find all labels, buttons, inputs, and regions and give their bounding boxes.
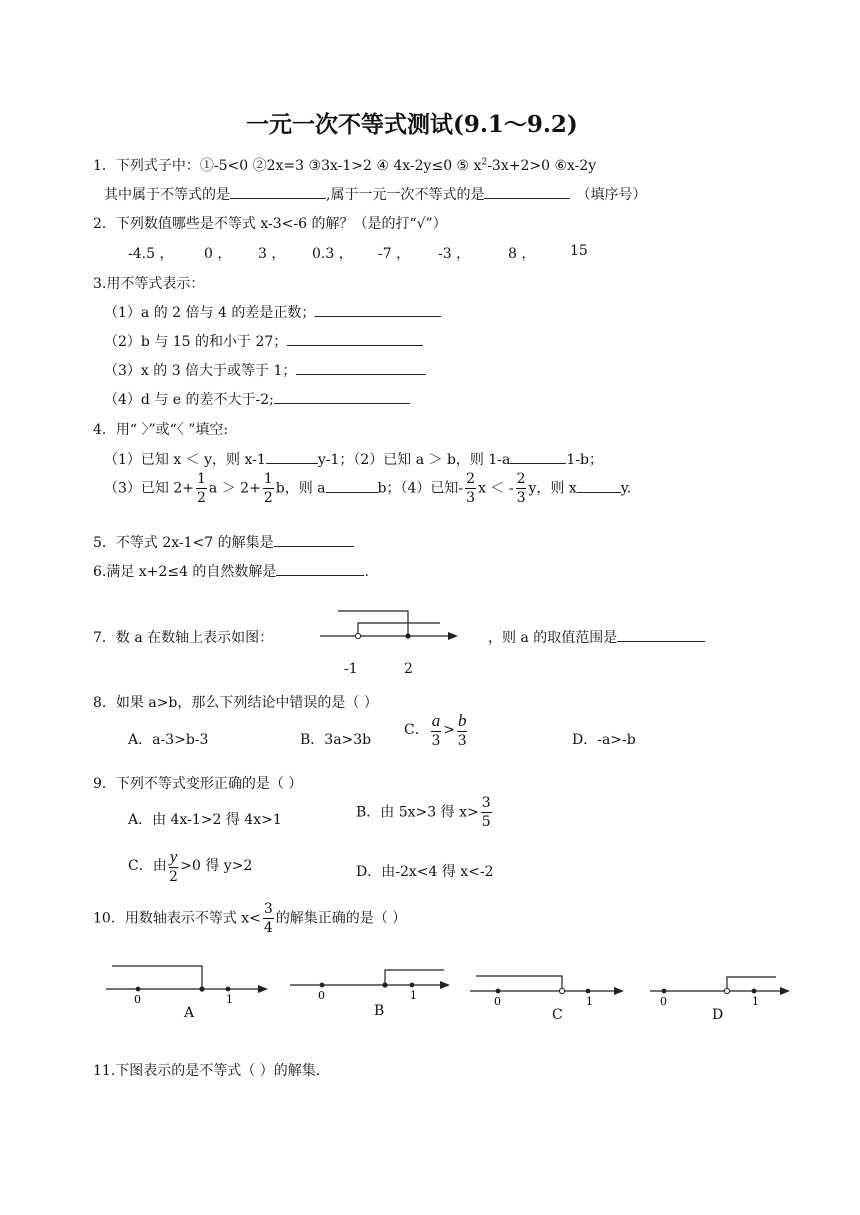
q9-option-c-text: C．由	[128, 858, 167, 874]
fraction-denominator: 2	[169, 869, 178, 885]
fraction-three-fifths	[481, 796, 492, 829]
q7-label-minus-1: -1	[344, 661, 358, 677]
question-7-text: 7．数 a 在数轴上表示如图：	[93, 630, 274, 646]
q3-item-text: （1）a 的 2 倍与 4 的差是正数；	[104, 305, 316, 321]
q7-number-line	[318, 602, 466, 646]
fraction-b-over-3	[457, 712, 468, 748]
q10-option-b-number-line	[288, 960, 458, 1010]
tick-label-1: 1	[586, 995, 593, 1008]
q4-text: 1-b；	[566, 452, 603, 468]
q9-option-b-text: B．由 5x>3 得 x>	[356, 804, 479, 821]
q4-text: y.	[620, 480, 632, 497]
q8-option-c-label: C．	[404, 722, 429, 738]
question-10	[93, 902, 406, 935]
q7-text: ，则 a 的取值范围是	[488, 630, 618, 646]
q10-option-label-b: B	[374, 1003, 385, 1019]
q3-item-4	[104, 389, 410, 409]
fraction-denominator: 2	[263, 490, 273, 506]
q9-option-c	[128, 848, 252, 884]
question-6	[93, 561, 369, 581]
q4-line-2	[104, 472, 631, 505]
q3-answer-blank[interactable]	[296, 360, 426, 375]
q4-text: （3）已知 2+	[104, 480, 194, 497]
solid-dot-three-quarters	[382, 982, 387, 987]
q3-item-3	[104, 360, 426, 380]
fraction-numerator: 3	[263, 901, 273, 917]
axis-arrowhead	[448, 632, 458, 640]
dot-zero	[496, 989, 501, 994]
fraction-a-over-3	[431, 712, 442, 748]
q5-answer-blank[interactable]	[274, 532, 354, 547]
fraction-denominator: 3	[457, 733, 467, 749]
fraction-denominator: 3	[431, 733, 441, 749]
q8-option-d: D．-a>-b	[572, 732, 636, 748]
q3-item-2	[104, 331, 423, 351]
fraction-numerator: 1	[263, 471, 273, 487]
axis-arrowhead	[258, 985, 268, 993]
greater-than-sign: >	[443, 722, 455, 738]
q8-option-c	[404, 712, 469, 748]
fraction-numerator: 1	[197, 471, 206, 487]
q10-option-label-c: C	[552, 1007, 563, 1023]
question-4: 4．用“ 〉”或“〈 ”填空:	[93, 422, 229, 438]
solution-range-line	[727, 977, 776, 991]
q3-item-text: （2）b 与 15 的和小于 27；	[104, 334, 288, 350]
fraction-one-half	[263, 472, 274, 505]
q3-item-text: （4）d 与 e 的差不大于-2;	[104, 392, 274, 408]
question-8: 8．如果 a>b，那么下列结论中错误的是（ ）	[93, 695, 378, 711]
fraction-numerator: 2	[516, 471, 526, 487]
q2-value: -7 ，	[378, 246, 411, 262]
question-1-line-2	[104, 184, 646, 204]
dot-zero	[136, 987, 141, 992]
fraction-numerator: y	[169, 847, 178, 866]
q4-text: x ＜ -	[478, 480, 514, 497]
dot-one	[410, 983, 415, 988]
q4-text: b，则 a	[275, 480, 326, 497]
q4-text: a ＞ 2+	[208, 480, 261, 497]
range-bracket-upper	[358, 623, 440, 636]
q1-text-a: 1．下列式子中：①-5<0 ②2x=3 ③3x-1>2 ④ 4x-2y≤0 ⑤ x	[93, 158, 482, 174]
solid-dot-three-quarters	[199, 986, 204, 991]
q9-option-a: A．由 4x-1>2 得 4x>1	[128, 812, 282, 828]
q10-text: 10．用数轴表示不等式 x<	[93, 910, 261, 927]
q7-label-2: 2	[404, 661, 413, 677]
dot-zero	[662, 989, 667, 994]
question-7-range	[488, 627, 705, 647]
question-9: 9．下列不等式变形正确的是（ ）	[93, 776, 303, 792]
open-dot-three-quarters	[724, 988, 729, 993]
open-dot-three-quarters	[559, 988, 564, 993]
fraction-two-thirds	[516, 472, 527, 505]
solution-range-line	[112, 966, 202, 989]
q9-option-c-text: >0 得 y>2	[180, 858, 253, 874]
q1-prompt-b: ,属于一元一次不等式的是	[326, 187, 485, 203]
q9-option-d: D．由-2x<4 得 x<-2	[356, 864, 494, 880]
dot-one	[226, 987, 231, 992]
q2-value: 3 ，	[258, 246, 286, 262]
q4-line-1	[104, 449, 603, 469]
fraction-y-over-2	[169, 848, 179, 884]
q2-value: -3 ，	[438, 246, 471, 262]
q6-answer-blank[interactable]	[276, 561, 364, 576]
question-3: 3.用不等式表示：	[93, 276, 205, 292]
q3-answer-blank[interactable]	[274, 389, 410, 404]
tick-label-0: 0	[134, 993, 141, 1006]
question-11: 11.下图表示的是不等式（ ）的解集.	[93, 1063, 321, 1079]
q1-answer-blank-1[interactable]	[230, 184, 326, 199]
q1-superscript: 2	[481, 157, 488, 168]
tick-label-1: 1	[226, 993, 233, 1006]
question-1-line-1	[93, 155, 596, 175]
q8-option-a: A．a-3>b-3	[128, 732, 209, 748]
q2-value: 0.3 ，	[312, 246, 353, 262]
q3-answer-blank[interactable]	[315, 302, 441, 317]
solution-range-line	[476, 976, 562, 991]
q1-prompt-c: （填序号）	[576, 187, 647, 203]
fraction-two-thirds	[465, 472, 476, 505]
fraction-numerator: b	[457, 711, 467, 730]
q5-text: 5．不等式 2x-1<7 的解集是	[93, 535, 274, 551]
q7-answer-blank[interactable]	[617, 627, 705, 642]
tick-label-1: 1	[410, 989, 417, 1002]
q4-text: y，则 x	[528, 480, 577, 497]
q2-value: 15	[570, 243, 588, 259]
solid-dot-2	[405, 633, 410, 638]
fraction-numerator: a	[431, 711, 441, 730]
q10-text: 的解集正确的是（ ）	[275, 910, 407, 927]
q6-text: 6.满足 x+2≤4 的自然数解是	[93, 564, 277, 580]
axis-arrowhead	[440, 981, 450, 989]
fraction-denominator: 5	[481, 814, 491, 830]
q2-value: 8 ，	[508, 246, 536, 262]
q4-text: y-1；（2）已知 a ＞ b，则 1-a	[317, 452, 511, 468]
q1-answer-blank-2[interactable]	[484, 184, 570, 199]
q1-text-b: -3x+2>0 ⑥x-2y	[487, 158, 597, 174]
q2-value: 0 ，	[204, 246, 232, 262]
fraction-one-half	[196, 472, 207, 505]
q1-prompt-a: 其中属于不等式的是	[104, 187, 230, 203]
q8-option-b: B．3a>3b	[300, 732, 372, 748]
q3-item-text: （3）x 的 3 倍大于或等于 1；	[104, 363, 297, 379]
q10-option-a-number-line	[104, 960, 274, 1010]
question-5	[93, 532, 354, 552]
q4-answer-blank[interactable]	[266, 449, 318, 464]
q4-text: （1）已知 x ＜ y，则 x-1	[104, 452, 266, 468]
q2-value: -4.5 ，	[128, 246, 174, 262]
tick-label-0: 0	[494, 995, 501, 1008]
tick-label-0: 0	[318, 989, 325, 1002]
q4-answer-blank[interactable]	[326, 478, 378, 493]
fraction-denominator: 4	[263, 920, 273, 936]
dot-zero	[320, 983, 325, 988]
fraction-denominator: 3	[466, 490, 476, 506]
q4-answer-blank[interactable]	[510, 449, 566, 464]
page-title: 一元一次不等式测试(9.1～9.2)	[246, 111, 578, 138]
open-dot-minus-1	[355, 633, 360, 638]
axis-arrowhead	[780, 987, 790, 995]
fraction-numerator: 3	[481, 795, 491, 811]
fraction-denominator: 3	[516, 490, 526, 506]
q10-option-label-a: A	[184, 1005, 195, 1021]
q10-option-label-d: D	[712, 1007, 724, 1023]
dot-one	[752, 989, 757, 994]
solution-range-line	[385, 970, 444, 985]
q3-answer-blank[interactable]	[287, 331, 423, 346]
tick-label-0: 0	[660, 995, 667, 1008]
question-2: 2．下列数值哪些是不等式 x-3<-6 的解？（是的打“√”）	[93, 216, 447, 232]
q4-text: b；（4）已知-	[377, 480, 464, 497]
tick-label-1: 1	[752, 995, 759, 1008]
fraction-numerator: 2	[466, 471, 476, 487]
fraction-three-quarters	[263, 902, 274, 935]
q6-text-end: .	[364, 564, 369, 580]
dot-one	[586, 989, 591, 994]
q9-option-b	[356, 796, 494, 829]
q4-answer-blank[interactable]	[577, 478, 621, 493]
axis-arrowhead	[614, 987, 624, 995]
q3-item-1	[104, 302, 441, 322]
fraction-denominator: 2	[197, 490, 206, 506]
